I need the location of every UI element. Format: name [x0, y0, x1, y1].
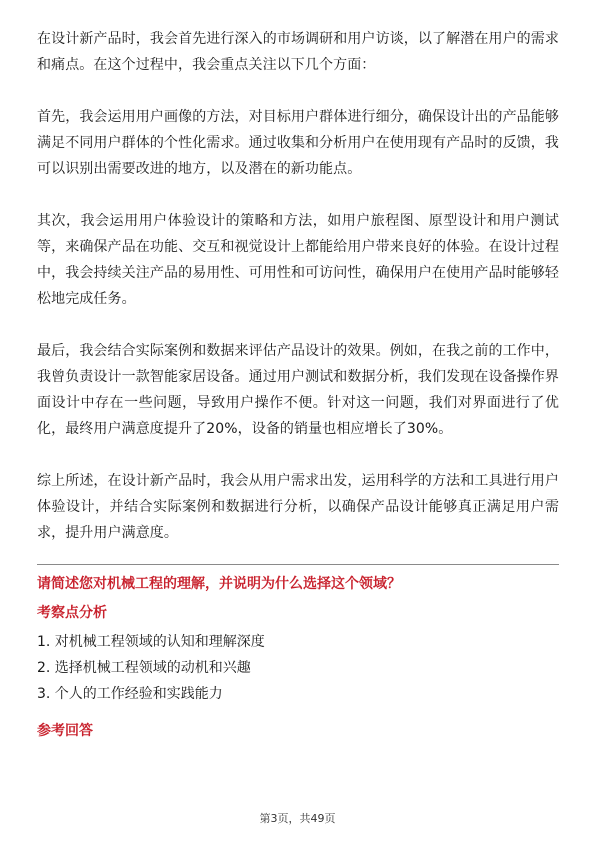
question-title: 请简述您对机械工程的理解，并说明为什么选择这个领域？	[37, 576, 401, 592]
body-paragraph-1: 在设计新产品时，我会首先进行深入的市场调研和用户访谈，以了解潜在用户的需求和痛点。在这个过程中，我会重点关注以下几个方面：	[37, 31, 559, 73]
analysis-point-2: 2. 选择机械工程领域的动机和兴趣	[37, 660, 251, 676]
page-number-footer: 第3页，共49页	[259, 812, 336, 825]
answer-heading: 参考回答	[37, 723, 93, 739]
body-paragraph-3: 其次，我会运用用户体验设计的策略和方法，如用户旅程图、原型设计和用户测试等，来确保产品在功能、交互和视觉设计上都能给用户带来良好的体验。在设计过程中，我会持续关注产品的易用性、可用性和可访问性，确保用户在使用产品时能够轻松地完成任务。	[37, 213, 559, 307]
body-paragraph-2: 首先，我会运用用户画像的方法，对目标用户群体进行细分，确保设计出的产品能够满足不同用户群体的个性化需求。通过收集和分析用户在使用现有产品时的反馈，我可以识别出需要改进的地方，以及潜在的新功能点。	[37, 109, 559, 177]
body-paragraph-4: 最后，我会结合实际案例和数据来评估产品设计的效果。例如，在我之前的工作中，我曾负责设计一款智能家居设备。通过用户测试和数据分析，我们发现在设备操作界面设计中存在一些问题，导致用户操作不便。针对这一问题，我们对界面进行了优化，最终用户满意度提升了20%，设备的销量也相应增长了30%。	[37, 343, 559, 437]
analysis-points-list	[37, 629, 559, 707]
analysis-heading: 考察点分析	[37, 605, 107, 621]
analysis-point-3: 3. 个人的工作经验和实践能力	[37, 686, 223, 702]
section-divider	[37, 564, 559, 565]
analysis-point-1: 1. 对机械工程领域的认知和理解深度	[37, 634, 265, 650]
body-paragraph-5: 综上所述，在设计新产品时，我会从用户需求出发，运用科学的方法和工具进行用户体验设计，并结合实际案例和数据进行分析，以确保产品设计能够真正满足用户需求，提升用户满意度。	[37, 473, 559, 541]
document-page	[37, 26, 559, 741]
